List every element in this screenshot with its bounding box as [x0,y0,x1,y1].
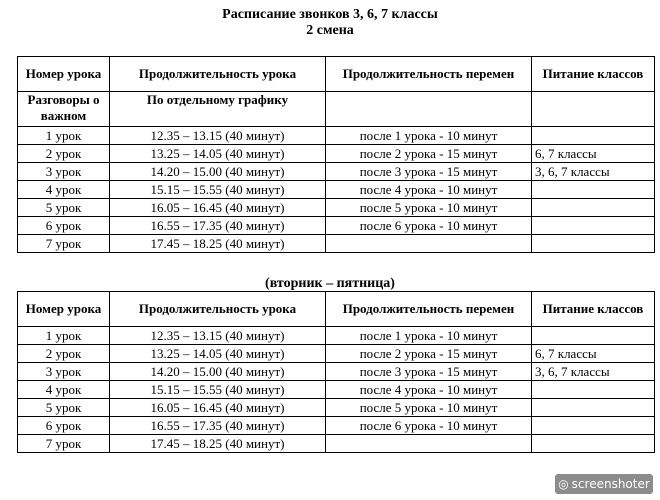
table-row-cell: 16.05 – 16.45 (40 минут) [110,199,326,217]
table-row [18,381,655,399]
table-row-cell: 17.45 – 18.25 (40 минут) [110,435,326,453]
table-row-cell: 6, 7 классы [532,345,655,363]
table-row [18,327,655,345]
table-row-cell: 5 урок [18,199,110,217]
table-row-cell: 13.25 – 14.05 (40 минут) [110,345,326,363]
table-row-cell [532,181,655,199]
table-row-cell: 3, 6, 7 классы [532,163,655,181]
table-row-cell: после 5 урока - 10 минут [326,199,532,217]
table-row-cell: после 6 урока - 10 минут [326,417,532,435]
table-row-cell: 7 урок [18,435,110,453]
table-row-cell [326,235,532,253]
table-row-cell [532,127,655,145]
table-row-cell [532,235,655,253]
table-row [18,399,655,417]
table-row-cell: 2 урок [18,145,110,163]
table-row [18,217,655,235]
table-header-row-cell: Питание классов [532,57,655,92]
table-row-cell: 14.20 – 15.00 (40 минут) [110,163,326,181]
table-row-cell: после 1 урока - 10 минут [326,127,532,145]
table-row-cell [532,399,655,417]
table-row-cell: 7 урок [18,235,110,253]
table-row-cell: после 2 урока - 15 минут [326,145,532,163]
page-subtitle: 2 смена [306,23,354,38]
section-subheading: (вторник – пятница) [265,276,395,291]
table-row-cell [326,435,532,453]
table-row-cell: после 2 урока - 15 минут [326,345,532,363]
table-row [18,163,655,181]
schedule-table-monday [17,56,655,253]
table-row-cell: 12.35 – 13.15 (40 минут) [110,327,326,345]
table-row-cell: 15.15 – 15.55 (40 минут) [110,181,326,199]
table-row-cell: 4 урок [18,381,110,399]
table-header-row-cell: Номер урока [18,292,110,327]
table-header-row-cell: Продолжительность перемен [326,57,532,92]
table-row-cell: 14.20 – 15.00 (40 минут) [110,363,326,381]
schedule-table-tuesday-friday [17,291,655,453]
table-row-cell: 1 урок [18,327,110,345]
table-row [18,181,655,199]
table-header-row-cell: Питание классов [532,292,655,327]
table-row-cell: после 3 урока - 15 минут [326,163,532,181]
table-row-cell: 17.45 – 18.25 (40 минут) [110,235,326,253]
table-row-talk-cell [326,92,532,127]
page-title: Расписание звонков 3, 6, 7 классы [222,7,438,22]
table-row-cell: 6, 7 классы [532,145,655,163]
table-row-cell: после 3 урока - 15 минут [326,363,532,381]
table-row-cell [532,327,655,345]
table-header-row [18,57,655,92]
table-row-cell: 13.25 – 14.05 (40 минут) [110,145,326,163]
screenshoter-watermark [555,474,653,494]
table-row-talk [18,92,655,127]
table-row-cell: 16.55 – 17.35 (40 минут) [110,417,326,435]
table-header-row-cell: Продолжительность урока [110,292,326,327]
table-row-cell: после 1 урока - 10 минут [326,327,532,345]
table-header-row-cell: Продолжительность урока [110,57,326,92]
table-row-cell: 16.05 – 16.45 (40 минут) [110,399,326,417]
table-row-cell: после 6 урока - 10 минут [326,217,532,235]
table-row [18,127,655,145]
table-row-cell: 16.55 – 17.35 (40 минут) [110,217,326,235]
table-row-cell: после 4 урока - 10 минут [326,181,532,199]
table-row [18,145,655,163]
table-row-cell: 6 урок [18,417,110,435]
table-row-cell: 15.15 – 15.55 (40 минут) [110,381,326,399]
table-row-cell: 3 урок [18,363,110,381]
table-row-cell: 2 урок [18,345,110,363]
table-row-cell: после 4 урока - 10 минут [326,381,532,399]
table-header-row-cell: Номер урока [18,57,110,92]
table-header-row [18,292,655,327]
table-row-cell: 3 урок [18,163,110,181]
table-row [18,345,655,363]
table-row-cell [532,435,655,453]
table-row-cell [532,217,655,235]
table-row-talk-cell: По отдельному графику [110,92,326,127]
table-row-cell: 4 урок [18,181,110,199]
table-row-cell [532,381,655,399]
table-row [18,417,655,435]
table-row-cell: 5 урок [18,399,110,417]
table-row-talk-cell [532,92,655,127]
table-row [18,199,655,217]
table-row-talk-cell: Разговоры о важном [18,92,110,127]
table-row-cell [532,199,655,217]
camera-icon: ◎ [558,477,569,491]
table-header-row-cell: Продолжительность перемен [326,292,532,327]
table-row-cell: 1 урок [18,127,110,145]
table-row-cell: 3, 6, 7 классы [532,363,655,381]
table-row-cell: 12.35 – 13.15 (40 минут) [110,127,326,145]
table-row [18,235,655,253]
table-row [18,435,655,453]
table-row [18,363,655,381]
table-row-cell [532,417,655,435]
table-row-cell: после 5 урока - 10 минут [326,399,532,417]
watermark-text: screenshoter [571,477,650,491]
table-row-cell: 6 урок [18,217,110,235]
